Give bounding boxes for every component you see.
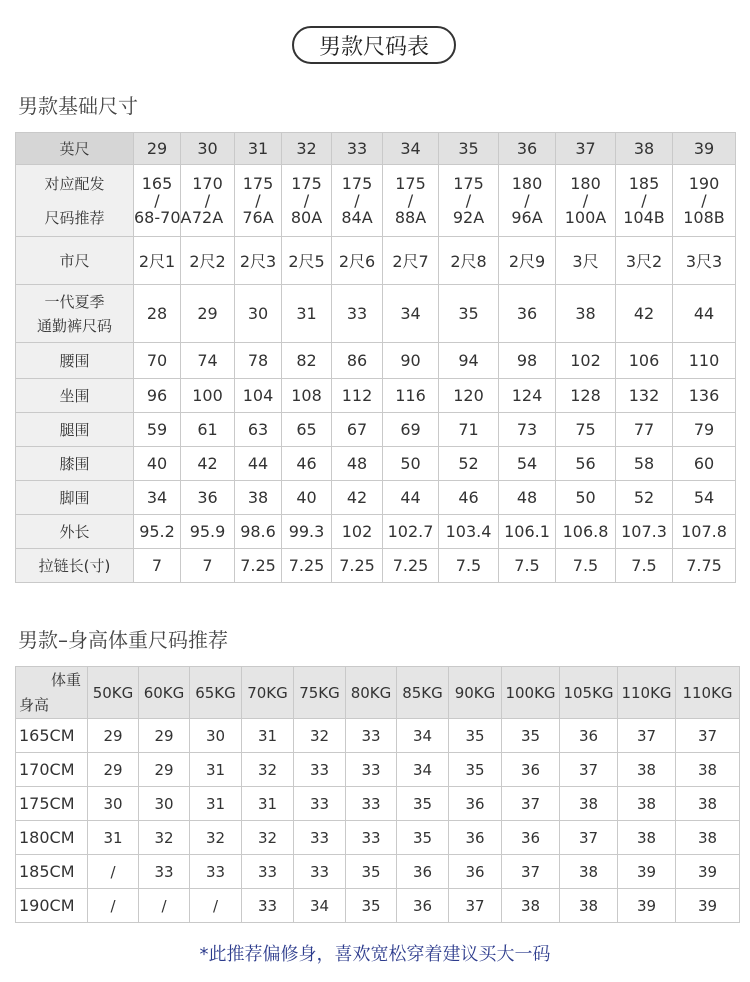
size-cell: 2尺8 (439, 237, 499, 285)
recommend-title: 男款–身高体重尺码推荐 (18, 628, 228, 652)
recommend-bot: 76A (242, 208, 274, 227)
recommend-size-cell: / (88, 855, 139, 889)
recommend-size-cell: 31 (242, 719, 294, 753)
size-header-cell: 35 (439, 133, 499, 165)
size-row (16, 413, 736, 447)
recommend-cell (383, 165, 439, 237)
recommend-bot: 96A (511, 208, 543, 227)
recommend-bot: 108B (683, 208, 725, 227)
recommend-size-cell: 33 (190, 855, 242, 889)
size-cell: 54 (673, 481, 736, 515)
recommend-size-cell: 34 (397, 753, 449, 787)
height-row (16, 855, 740, 889)
size-header-cell: 39 (673, 133, 736, 165)
recommend-slash: / (465, 191, 472, 210)
height-label: 165CM (16, 719, 88, 753)
recommend-size-cell: 37 (449, 889, 502, 923)
size-row-label: 市尺 (16, 237, 134, 285)
recommend-size-cell: 30 (88, 787, 139, 821)
recommend-size-cell: / (88, 889, 139, 923)
size-cell: 106 (616, 343, 673, 379)
size-cell: 102 (556, 343, 616, 379)
size-cell: 3尺3 (673, 237, 736, 285)
recommend-size-cell: 38 (560, 787, 618, 821)
recommend-size-cell: 32 (242, 821, 294, 855)
recommend-size-cell: 29 (139, 719, 190, 753)
recommend-top: 165 (141, 174, 173, 193)
recommend-size-cell: 36 (397, 855, 449, 889)
recommend-size-cell: 33 (346, 821, 397, 855)
size-cell: 36 (181, 481, 235, 515)
fit-note: *此推荐偏修身，喜欢宽松穿着建议买大一码 (199, 944, 551, 965)
recommend-top: 175 (341, 174, 373, 193)
recommend-size-cell: 36 (502, 753, 560, 787)
recommend-size-cell: 38 (676, 787, 740, 821)
size-cell: 102.7 (383, 515, 439, 549)
recommend-bot: 88A (394, 208, 427, 227)
recommend-bot: 68-70A (134, 208, 192, 227)
recommend-size-cell: 31 (190, 787, 242, 821)
corner-weight-label: 体重 (50, 671, 81, 689)
size-cell: 44 (383, 481, 439, 515)
recommend-size-cell: 39 (618, 855, 676, 889)
size-cell: 77 (616, 413, 673, 447)
size-header-cell: 37 (556, 133, 616, 165)
size-cell: 7.25 (282, 549, 332, 583)
size-row-label (16, 285, 134, 343)
recommend-slash: / (641, 191, 647, 210)
size-row (16, 481, 736, 515)
size-cell: 65 (282, 413, 332, 447)
weight-header-cell: 90KG (449, 667, 502, 719)
height-row (16, 889, 740, 923)
recommend-size-cell: 32 (190, 821, 242, 855)
size-cell: 42 (332, 481, 383, 515)
size-cell: 7.75 (673, 549, 736, 583)
recommend-size-cell: / (139, 889, 190, 923)
size-header-cell: 36 (499, 133, 556, 165)
recommend-size-cell: 30 (190, 719, 242, 753)
size-cell: 136 (673, 379, 736, 413)
recommend-size-cell: 36 (449, 855, 502, 889)
recommend-size-cell: 37 (560, 821, 618, 855)
recommend-size-cell: 34 (294, 889, 346, 923)
recommend-size-cell: 36 (560, 719, 618, 753)
size-cell: 95.2 (134, 515, 181, 549)
recommend-slash: / (303, 191, 310, 210)
size-header-cell: 29 (134, 133, 181, 165)
size-header-cell: 31 (235, 133, 282, 165)
size-cell: 2尺1 (134, 237, 181, 285)
size-cell: 107.3 (616, 515, 673, 549)
size-row (16, 447, 736, 481)
recommend-size-cell: 37 (560, 753, 618, 787)
size-cell: 86 (332, 343, 383, 379)
weight-header-cell: 105KG (560, 667, 618, 719)
weight-header-cell: 50KG (88, 667, 139, 719)
size-cell: 124 (499, 379, 556, 413)
size-cell: 33 (332, 285, 383, 343)
size-row-label: 腰围 (16, 343, 134, 379)
size-cell: 2尺9 (499, 237, 556, 285)
size-cell: 128 (556, 379, 616, 413)
size-cell: 30 (235, 285, 282, 343)
recommend-size-cell: 37 (618, 719, 676, 753)
recommend-size-cell: 32 (294, 719, 346, 753)
size-row (16, 237, 736, 285)
recommend-bot: 80A (290, 208, 323, 227)
recommend-cell (134, 165, 192, 237)
recommend-top: 180 (511, 174, 543, 193)
recommend-size-cell: 33 (346, 719, 397, 753)
size-header-label: 英尺 (16, 133, 134, 165)
recommend-bot: 84A (341, 208, 373, 227)
size-cell: 34 (134, 481, 181, 515)
size-cell: 60 (673, 447, 736, 481)
recommend-label-line1: 对应配发 (44, 174, 105, 193)
size-cell: 2尺2 (181, 237, 235, 285)
recommend-size-cell: 35 (502, 719, 560, 753)
height-row (16, 821, 740, 855)
size-cell: 104 (235, 379, 282, 413)
recommend-cell (673, 165, 736, 237)
weight-header-cell: 75KG (294, 667, 346, 719)
recommend-size-cell: 33 (242, 855, 294, 889)
size-cell: 71 (439, 413, 499, 447)
recommend-size-cell: 35 (397, 821, 449, 855)
size-row-label: 拉链长(寸) (16, 549, 134, 583)
size-cell: 7.25 (383, 549, 439, 583)
recommend-top: 175 (291, 174, 322, 193)
height-row (16, 787, 740, 821)
recommend-size-cell: / (190, 889, 242, 923)
size-header-cell: 33 (332, 133, 383, 165)
recommend-bot: 92A (452, 208, 485, 227)
corner-cell (16, 667, 88, 719)
size-cell: 116 (383, 379, 439, 413)
recommend-size-cell: 35 (449, 753, 502, 787)
size-row-label: 腿围 (16, 413, 134, 447)
recommend-size-cell: 36 (502, 821, 560, 855)
recommend-size-cell: 34 (397, 719, 449, 753)
size-cell: 70 (134, 343, 181, 379)
size-cell: 7.5 (439, 549, 499, 583)
height-row (16, 753, 740, 787)
recommend-size-cell: 37 (502, 787, 560, 821)
recommend-size-cell: 38 (618, 753, 676, 787)
size-cell: 56 (556, 447, 616, 481)
size-cell: 34 (383, 285, 439, 343)
size-cell: 78 (235, 343, 282, 379)
recommend-label-line2: 尺码推荐 (44, 208, 105, 227)
size-cell: 7.5 (556, 549, 616, 583)
recommend-size-cell: 31 (190, 753, 242, 787)
recommend-top: 170 (192, 174, 223, 193)
basic-size-table (15, 132, 736, 583)
size-cell: 35 (439, 285, 499, 343)
size-cell: 108 (282, 379, 332, 413)
recommend-cell (439, 165, 499, 237)
recommend-bot: 72A (191, 208, 224, 227)
size-header-cell: 34 (383, 133, 439, 165)
recommend-size-cell: 32 (139, 821, 190, 855)
recommend-size-cell: 29 (88, 719, 139, 753)
recommend-top: 190 (688, 174, 720, 193)
size-header-row (16, 133, 736, 165)
size-cell: 106.1 (499, 515, 556, 549)
weight-header-cell: 85KG (397, 667, 449, 719)
recommend-size-cell: 30 (139, 787, 190, 821)
recommend-size-cell: 33 (346, 787, 397, 821)
recommend-top: 175 (395, 174, 426, 193)
size-row (16, 549, 736, 583)
corner-height-label: 身高 (19, 696, 50, 714)
recommend-size-cell: 36 (397, 889, 449, 923)
size-cell: 38 (556, 285, 616, 343)
size-cell: 75 (556, 413, 616, 447)
size-cell: 96 (134, 379, 181, 413)
recommend-size-cell: 32 (242, 753, 294, 787)
size-cell: 7.25 (235, 549, 282, 583)
size-header-cell: 38 (616, 133, 673, 165)
size-cell: 44 (235, 447, 282, 481)
weight-header-cell: 60KG (139, 667, 190, 719)
recommend-slash: / (701, 191, 707, 210)
weight-header-cell: 70KG (242, 667, 294, 719)
size-cell: 112 (332, 379, 383, 413)
height-label: 175CM (16, 787, 88, 821)
recommend-size-cell: 33 (294, 821, 346, 855)
recommend-size-cell: 35 (346, 855, 397, 889)
height-label: 190CM (16, 889, 88, 923)
size-cell: 2尺3 (235, 237, 282, 285)
height-label: 185CM (16, 855, 88, 889)
size-cell: 7 (134, 549, 181, 583)
size-cell: 40 (134, 447, 181, 481)
size-cell: 59 (134, 413, 181, 447)
recommend-top: 180 (570, 174, 601, 193)
recommend-slash: / (354, 191, 360, 210)
size-header-cell: 32 (282, 133, 332, 165)
recommend-size-cell: 33 (139, 855, 190, 889)
size-row-label: 坐围 (16, 379, 134, 413)
size-cell: 28 (134, 285, 181, 343)
recommend-size-cell: 38 (502, 889, 560, 923)
recommend-size-cell: 36 (449, 787, 502, 821)
size-cell: 3尺2 (616, 237, 673, 285)
recommend-cell (282, 165, 332, 237)
size-cell: 48 (332, 447, 383, 481)
size-row-label: 脚围 (16, 481, 134, 515)
recommend-cell (556, 165, 616, 237)
size-row (16, 379, 736, 413)
height-weight-table (15, 666, 740, 923)
weight-header-row (16, 667, 740, 719)
size-cell: 36 (499, 285, 556, 343)
size-cell: 29 (181, 285, 235, 343)
size-cell: 7 (181, 549, 235, 583)
recommend-size-cell: 33 (346, 753, 397, 787)
recommend-slash: / (582, 191, 589, 210)
recommend-slash: / (407, 191, 414, 210)
size-cell: 42 (181, 447, 235, 481)
size-cell: 40 (282, 481, 332, 515)
size-cell: 31 (282, 285, 332, 343)
recommend-slash: / (204, 191, 211, 210)
recommend-size-cell: 38 (618, 787, 676, 821)
size-cell: 63 (235, 413, 282, 447)
size-cell: 120 (439, 379, 499, 413)
recommend-size-cell: 37 (502, 855, 560, 889)
recommend-slash: / (524, 191, 530, 210)
recommend-size-cell: 33 (294, 855, 346, 889)
size-header-cell: 30 (181, 133, 235, 165)
weight-header-cell: 80KG (346, 667, 397, 719)
recommend-slash: / (154, 191, 160, 210)
recommend-size-cell: 38 (560, 855, 618, 889)
recommend-size-cell: 38 (676, 753, 740, 787)
recommend-size-cell: 29 (139, 753, 190, 787)
size-cell: 52 (616, 481, 673, 515)
size-cell: 95.9 (181, 515, 235, 549)
size-cell: 50 (556, 481, 616, 515)
size-row-label: 外长 (16, 515, 134, 549)
height-row (16, 719, 740, 753)
recommend-size-cell: 33 (242, 889, 294, 923)
height-label: 170CM (16, 753, 88, 787)
recommend-size-cell: 38 (618, 821, 676, 855)
size-cell: 7.5 (499, 549, 556, 583)
size-cell: 50 (383, 447, 439, 481)
size-cell: 107.8 (673, 515, 736, 549)
recommend-size-cell: 35 (449, 719, 502, 753)
size-cell: 110 (673, 343, 736, 379)
recommend-size-cell: 39 (676, 855, 740, 889)
recommend-cell (235, 165, 282, 237)
recommend-cell (616, 165, 673, 237)
recommend-cell (332, 165, 383, 237)
size-cell: 74 (181, 343, 235, 379)
size-cell: 100 (181, 379, 235, 413)
size-row (16, 515, 736, 549)
recommend-row (16, 165, 736, 237)
size-cell: 54 (499, 447, 556, 481)
recommend-size-cell: 33 (294, 753, 346, 787)
size-chart-title: 男款尺码表 (292, 26, 456, 64)
recommend-bot: 100A (564, 208, 607, 227)
recommend-size-cell: 39 (676, 889, 740, 923)
size-cell: 73 (499, 413, 556, 447)
size-cell: 7.5 (616, 549, 673, 583)
size-cell: 3尺 (556, 237, 616, 285)
size-cell: 58 (616, 447, 673, 481)
size-row-label: 膝围 (16, 447, 134, 481)
size-cell: 2尺7 (383, 237, 439, 285)
recommend-size-cell: 38 (676, 821, 740, 855)
recommend-cell (499, 165, 556, 237)
size-cell: 82 (282, 343, 332, 379)
size-cell: 102 (332, 515, 383, 549)
size-cell: 46 (282, 447, 332, 481)
recommend-top: 185 (628, 174, 660, 193)
recommend-size-cell: 31 (88, 821, 139, 855)
size-cell: 94 (439, 343, 499, 379)
recommend-top: 175 (242, 174, 274, 193)
recommend-slash: / (255, 191, 261, 210)
size-cell: 98 (499, 343, 556, 379)
size-cell: 38 (235, 481, 282, 515)
recommend-size-cell: 36 (449, 821, 502, 855)
size-cell: 2尺5 (282, 237, 332, 285)
recommend-size-cell: 35 (346, 889, 397, 923)
size-cell: 61 (181, 413, 235, 447)
size-cell: 67 (332, 413, 383, 447)
size-cell: 52 (439, 447, 499, 481)
weight-header-cell: 110KG (618, 667, 676, 719)
recommend-size-cell: 37 (676, 719, 740, 753)
basic-size-title: 男款基础尺寸 (18, 94, 138, 118)
weight-header-cell: 110KG (676, 667, 740, 719)
size-cell: 2尺6 (332, 237, 383, 285)
size-cell: 90 (383, 343, 439, 379)
gen-label-line2: 通勤裤尺码 (36, 316, 112, 335)
recommend-size-cell: 38 (560, 889, 618, 923)
weight-header-cell: 65KG (190, 667, 242, 719)
size-cell: 79 (673, 413, 736, 447)
size-cell: 7.25 (332, 549, 383, 583)
size-cell: 103.4 (439, 515, 499, 549)
weight-header-cell: 100KG (502, 667, 560, 719)
recommend-size-cell: 39 (618, 889, 676, 923)
size-cell: 48 (499, 481, 556, 515)
recommend-size-cell: 29 (88, 753, 139, 787)
size-row (16, 343, 736, 379)
size-cell: 44 (673, 285, 736, 343)
size-cell: 46 (439, 481, 499, 515)
size-cell: 42 (616, 285, 673, 343)
height-label: 180CM (16, 821, 88, 855)
gen-label-line1: 一代夏季 (44, 292, 105, 311)
size-cell: 132 (616, 379, 673, 413)
size-row (16, 285, 736, 343)
recommend-size-cell: 33 (294, 787, 346, 821)
size-cell: 98.6 (235, 515, 282, 549)
size-cell: 99.3 (282, 515, 332, 549)
recommend-size-cell: 31 (242, 787, 294, 821)
recommend-bot: 104B (623, 208, 665, 227)
size-cell: 69 (383, 413, 439, 447)
recommend-size-cell: 35 (397, 787, 449, 821)
recommend-top: 175 (453, 174, 484, 193)
size-cell: 106.8 (556, 515, 616, 549)
recommend-label (16, 165, 134, 237)
